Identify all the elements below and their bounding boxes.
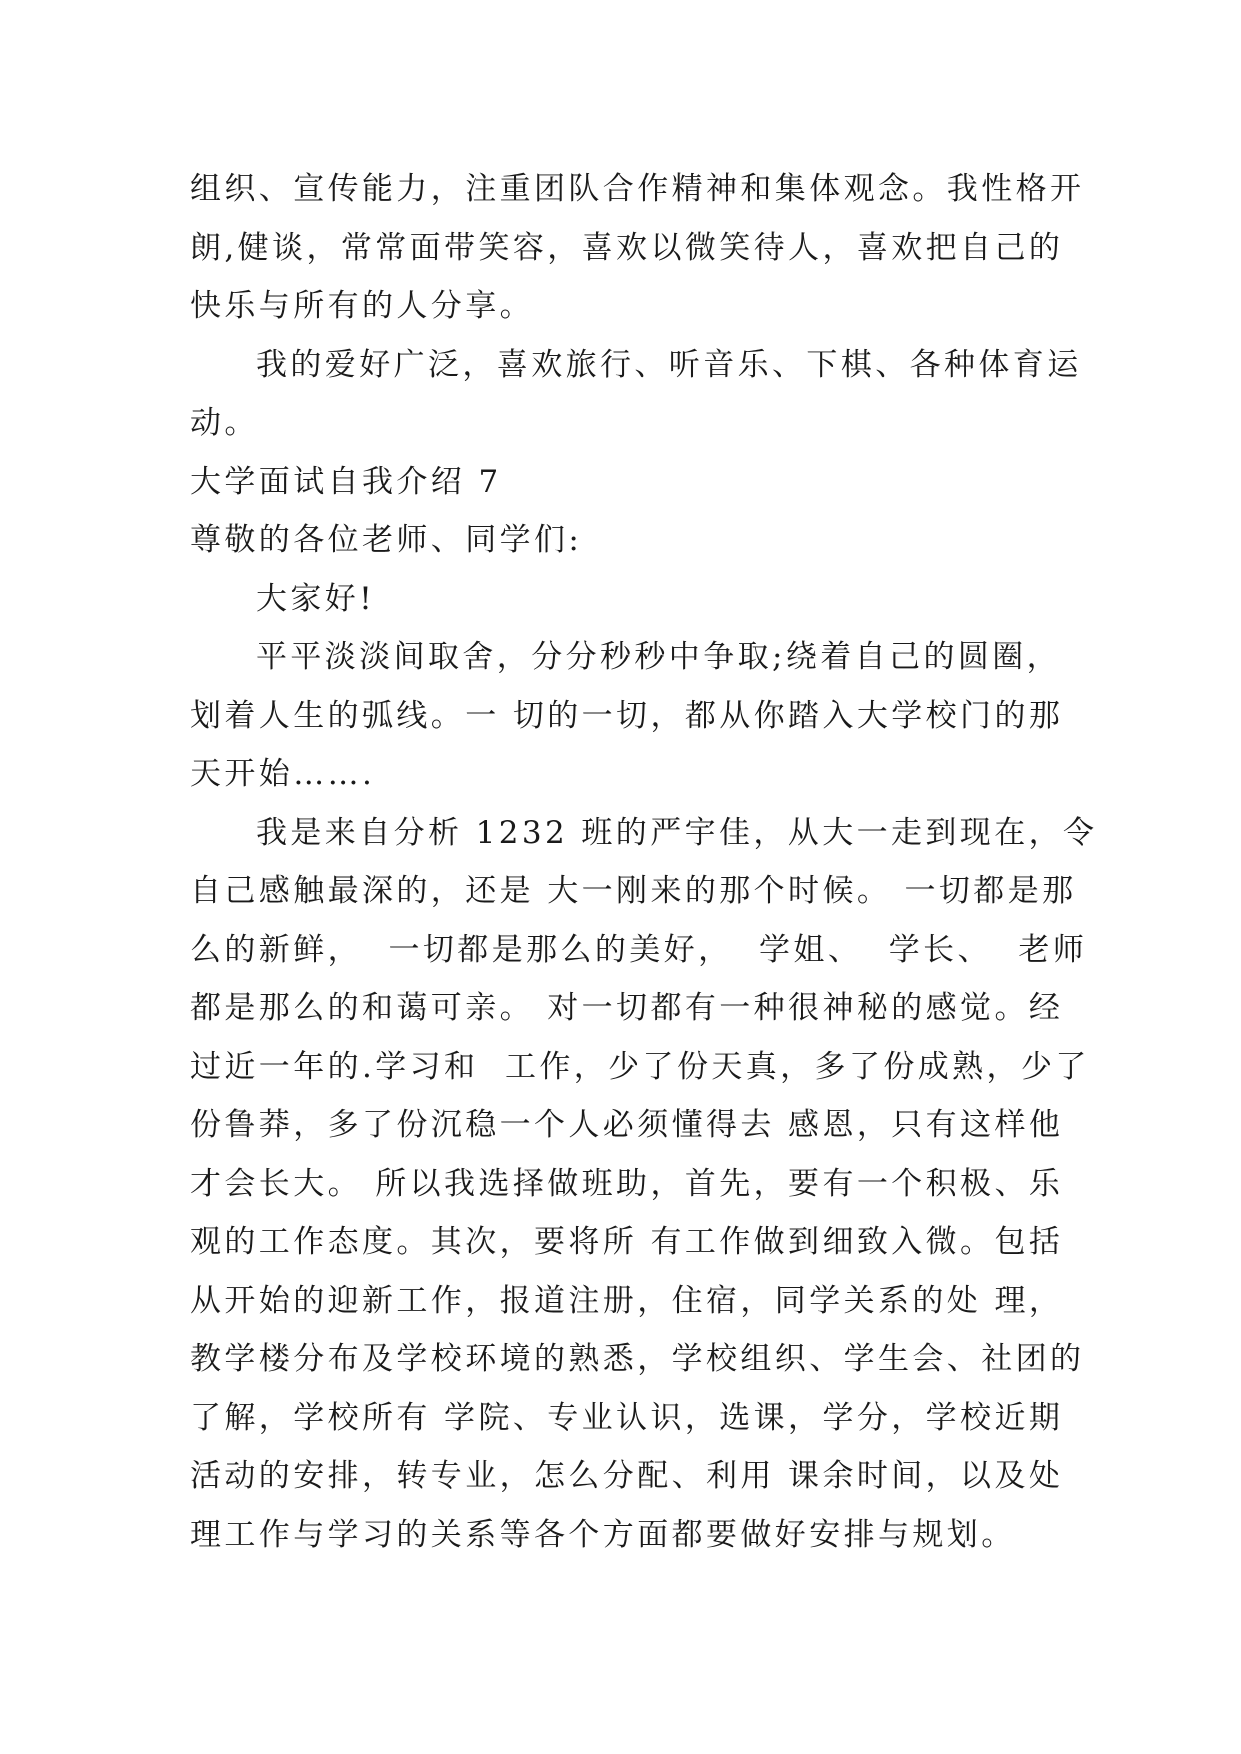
- text-line: 份鲁莽，多了份沉稳一个人必须懂得去 感恩，只有这样他: [190, 1107, 1064, 1143]
- text-line: 过近一年的.学习和 工作，少了份天真，多了份成熟，少了: [190, 1048, 1090, 1085]
- text-line: 大学面试自我介绍 7: [190, 463, 502, 500]
- text-line: 活动的安排，转专业，怎么分配、利用 课余时间，以及处: [190, 1458, 1064, 1494]
- text-line: 我的爱好广泛，喜欢旅行、听音乐、下棋、各种体育运: [256, 346, 1082, 383]
- document-body: [190, 160, 1098, 1564]
- text-line: 划着人生的弧线。一 切的一切，都从你踏入大学校门的那: [190, 697, 1064, 734]
- text-line: 理工作与学习的关系等各个方面都要做好安排与规划。: [190, 1516, 1016, 1553]
- text-line: 动。: [190, 405, 259, 441]
- text-line: 我是来自分析 1232 班的严宇佳，从大一走到现在，令: [256, 814, 1098, 851]
- text-line: 平平淡淡间取舍，分分秒秒中争取;绕着自己的圆圈，: [256, 639, 1062, 675]
- text-line: 才会长大。 所以我选择做班助，首先，要有一个积极、乐: [190, 1165, 1064, 1202]
- text-line: 教学楼分布及学校环境的熟悉，学校组织、学生会、社团的: [190, 1341, 1085, 1377]
- text-line: 朗,健谈，常常面带笑容，喜欢以微笑待人，喜欢把自己的: [190, 229, 1064, 266]
- text-line: 组织、宣传能力，注重团队合作精神和集体观念。我性格开: [190, 171, 1085, 207]
- text-line: 都是那么的和蔼可亲。 对一切都有一种很神秘的感觉。经: [190, 990, 1064, 1026]
- text-line: 观的工作态度。其次，要将所 有工作做到细致入微。包括: [190, 1224, 1064, 1260]
- text-line: 尊敬的各位老师、同学们:: [190, 522, 583, 558]
- text-line: 自己感触最深的，还是 大一刚来的那个时候。 一切都是那: [190, 873, 1077, 909]
- text-line: 快乐与所有的人分享。: [190, 288, 534, 324]
- text-line: 么的新鲜， 一切都是那么的美好， 学姐、 学长、 老师: [190, 931, 1088, 968]
- text-line: 天开始…….: [190, 756, 376, 792]
- text-line: 大家好!: [256, 580, 376, 617]
- text-line: 从开始的迎新工作，报道注册，住宿，同学关系的处 理，: [190, 1282, 1064, 1319]
- text-line: 了解，学校所有 学院、专业认识，选课，学分，学校近期: [190, 1399, 1064, 1436]
